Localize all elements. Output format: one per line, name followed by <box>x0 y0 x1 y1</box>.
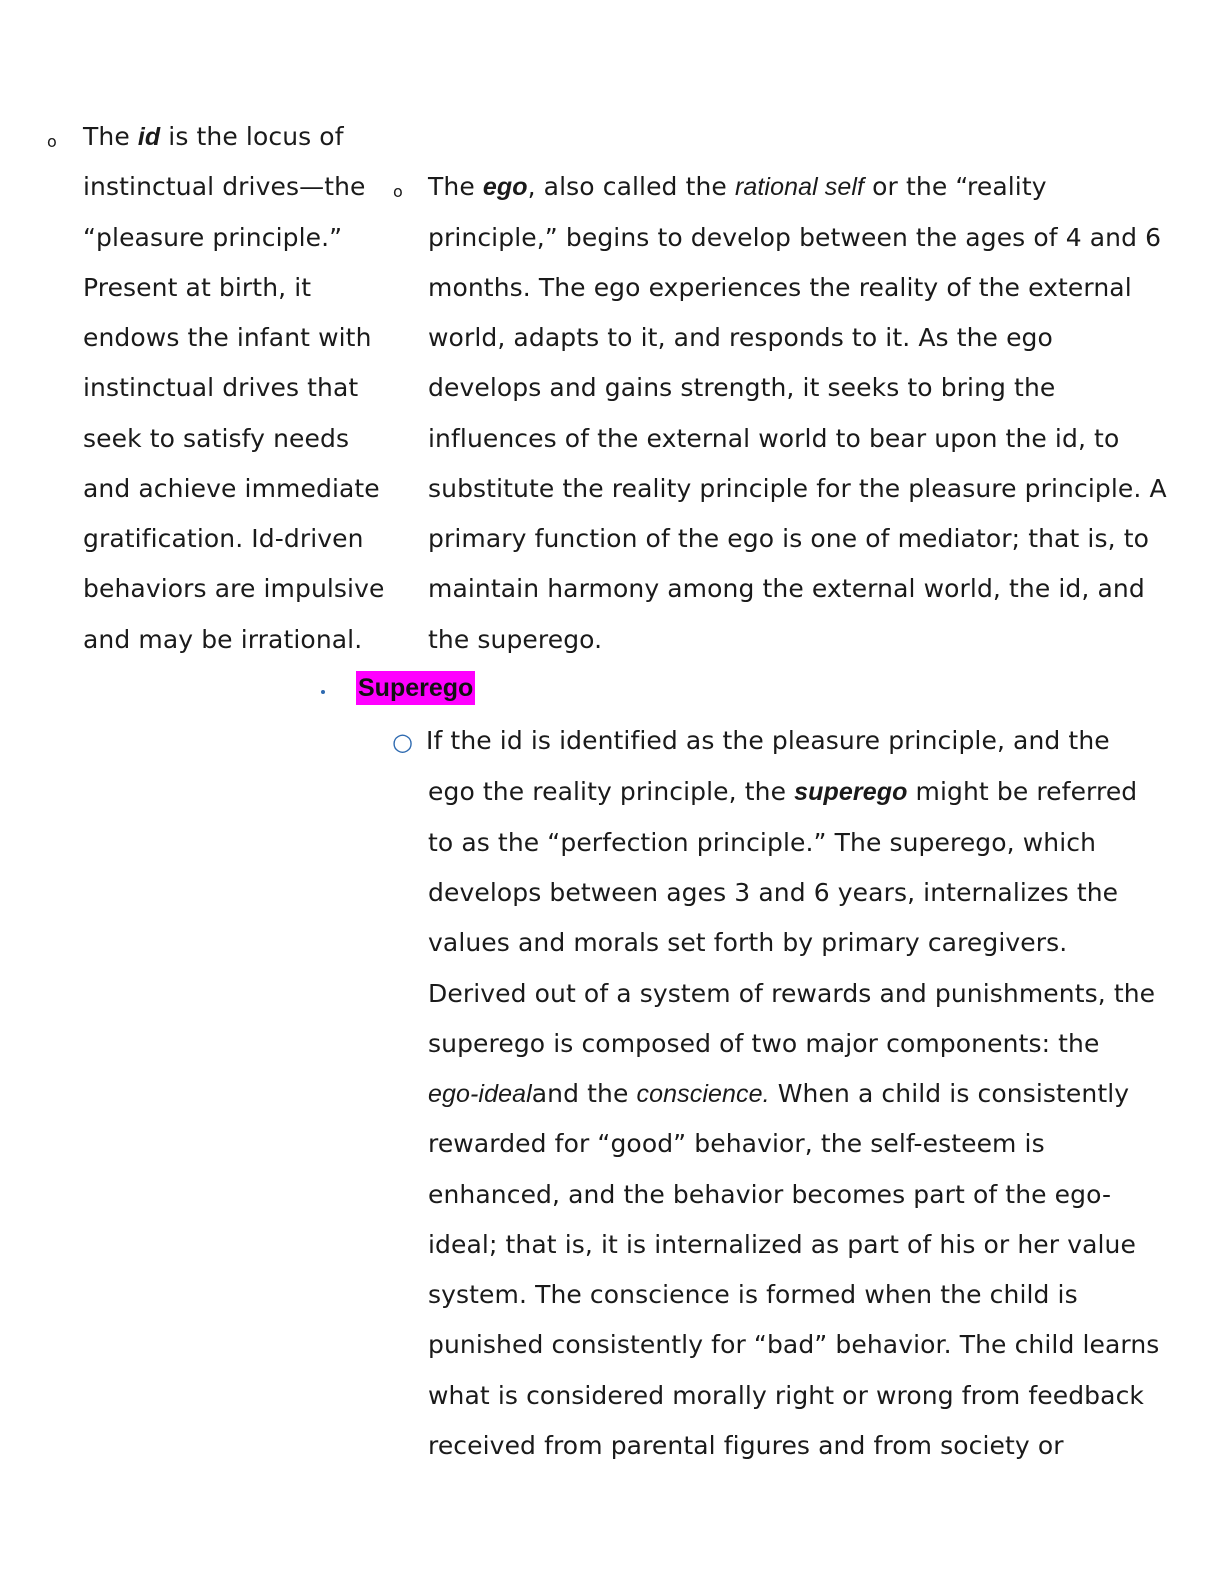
id-paragraph-line: gratification. Id-driven <box>83 524 364 553</box>
id-paragraph-line: instinctual drives—the <box>83 172 366 201</box>
list-bullet-icon: ○ <box>392 728 413 756</box>
ego-paragraph-line: principle,” begins to develop between the ages of 4 and 6 <box>428 223 1162 252</box>
ego-paragraph-line: influences of the external world to bear upon the id, to <box>428 424 1120 453</box>
id-paragraph-line: behaviors are impulsive <box>83 574 385 603</box>
id-paragraph-line: and achieve immediate <box>83 474 380 503</box>
id-paragraph-line: and may be irrational. <box>83 625 363 654</box>
superego-paragraph-line: system. The conscience is formed when the child is <box>428 1280 1078 1309</box>
superego-heading: Superego <box>356 671 475 705</box>
ego-paragraph-line: primary function of the ego is one of mediator; that is, to <box>428 524 1149 553</box>
superego-paragraph-line: to as the “perfection principle.” The superego, which <box>428 828 1097 857</box>
superego-paragraph-line: If the id is identified as the pleasure principle, and the <box>426 726 1110 755</box>
id-paragraph-line: seek to satisfy needs <box>83 424 350 453</box>
id-paragraph-line: Present at birth, it <box>83 273 312 302</box>
id-paragraph-line: “pleasure principle.” <box>83 223 343 252</box>
superego-paragraph-line: ego the reality principle, the superego might be referred <box>428 777 1138 806</box>
list-bullet-icon: o <box>47 132 57 151</box>
superego-paragraph-line: rewarded for “good” behavior, the self-esteem is <box>428 1129 1045 1158</box>
id-paragraph-line: instinctual drives that <box>83 373 359 402</box>
list-bullet-icon: o <box>393 182 403 201</box>
superego-paragraph-line: develops between ages 3 and 6 years, internalizes the <box>428 878 1119 907</box>
ego-paragraph-line: develops and gains strength, it seeks to bring the <box>428 373 1056 402</box>
id-paragraph-line: endows the infant with <box>83 323 372 352</box>
ego-paragraph-line: months. The ego experiences the reality of the external <box>428 273 1132 302</box>
superego-paragraph-line: ideal; that is, it is internalized as part of his or her value <box>428 1230 1136 1259</box>
ego-paragraph-line: substitute the reality principle for the pleasure principle. A <box>428 474 1167 503</box>
id-paragraph-line: The id is the locus of <box>83 122 344 151</box>
superego-paragraph-line: what is considered morally right or wrong from feedback <box>428 1381 1144 1410</box>
superego-paragraph-line: superego is composed of two major components: the <box>428 1029 1100 1058</box>
superego-paragraph-line: received from parental figures and from society or <box>428 1431 1064 1460</box>
superego-paragraph-line: values and morals set forth by primary caregivers. <box>428 928 1068 957</box>
ego-paragraph-line: The ego, also called the rational self or the “reality <box>428 172 1047 201</box>
superego-paragraph-line: enhanced, and the behavior becomes part of the ego- <box>428 1180 1112 1209</box>
ego-paragraph-line: the superego. <box>428 625 603 654</box>
ego-paragraph-line: world, adapts to it, and responds to it. As the ego <box>428 323 1053 352</box>
superego-paragraph-line: punished consistently for “bad” behavior. The child learns <box>428 1330 1160 1359</box>
superego-paragraph-line: Derived out of a system of rewards and punishments, the <box>428 979 1156 1008</box>
superego-paragraph-line: ego-idealand the conscience. When a child is consistently <box>428 1079 1130 1108</box>
heading-bullet-icon <box>321 690 325 694</box>
ego-paragraph-line: maintain harmony among the external world, the id, and <box>428 574 1145 603</box>
